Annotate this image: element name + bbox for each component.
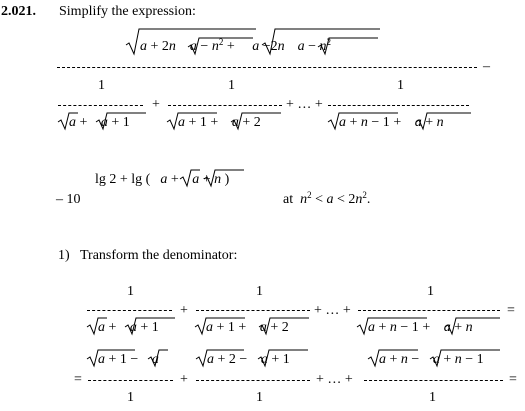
s1b-line1 <box>88 380 173 381</box>
term3-line <box>328 105 469 106</box>
minus-sign: – <box>483 59 490 74</box>
s1-term2-text: a + 1 + a + 2 <box>206 320 289 335</box>
term2-line <box>168 105 282 106</box>
term2-one: 1 <box>228 78 235 93</box>
term1-line <box>58 105 143 106</box>
s1b-line3 <box>364 380 503 381</box>
s1-term1-one: 1 <box>127 284 134 299</box>
s1-term2-one: 1 <box>256 284 263 299</box>
top-sum-text: a + 2n $a - n^2 + a -2n$ $a - n^2$ <box>140 37 332 54</box>
plus-1: + <box>152 97 160 112</box>
s1b-line2 <box>196 380 310 381</box>
s1-term1-line <box>87 310 172 311</box>
s1b-equals-right: = <box>509 372 517 387</box>
step1-text: Transform the denominator: <box>80 248 238 263</box>
ellipsis-plus: + … + <box>286 97 323 112</box>
s1-equals-1: = <box>507 303 515 318</box>
s1b-num2-text: a + 2 − a + 1 <box>207 352 290 367</box>
s1-term3-line <box>358 310 500 311</box>
exp-radical-a <box>180 169 200 188</box>
exponent-text: lg 2 + lg ( a + a + n ) <box>95 172 230 187</box>
s1-term3-text: a + n − 1 + a + n <box>368 320 473 335</box>
condition: at $n^2 < a < 2n^2$. <box>283 190 371 207</box>
power-base: – 10 <box>56 192 81 207</box>
s1b-den3: 1 <box>429 390 436 405</box>
term3-text: a + n − 1 + a + n <box>339 115 444 130</box>
term1-text: a + a + 1 <box>69 115 130 130</box>
s1b-num3-text: a + n − a + n − 1 <box>379 352 484 367</box>
s1-term1-text: a + a + 1 <box>98 320 159 335</box>
s1-term2-line <box>196 310 310 311</box>
s1-term3-one: 1 <box>427 284 434 299</box>
s1b-equals-left: = <box>74 372 82 387</box>
term2-text: a + 1 + a + 2 <box>178 115 261 130</box>
main-fraction-line <box>57 67 477 68</box>
exp-radical-b <box>204 169 244 188</box>
step1-label: 1) <box>58 248 70 263</box>
term1-one: 1 <box>98 78 105 93</box>
term3-one: 1 <box>397 78 404 93</box>
s1b-den2: 1 <box>256 390 263 405</box>
problem-number: 2.021. <box>1 4 36 19</box>
s1b-num1-text: a + 1 − a <box>98 352 159 367</box>
s1-ellipsis-plus: + … + <box>314 303 351 318</box>
s1b-plus-1: + <box>180 372 188 387</box>
problem-statement: Simplify the expression: <box>59 4 196 19</box>
s1-plus-1: + <box>180 303 188 318</box>
s1b-ellipsis-plus: + … + <box>316 372 353 387</box>
s1b-den1: 1 <box>127 390 134 405</box>
